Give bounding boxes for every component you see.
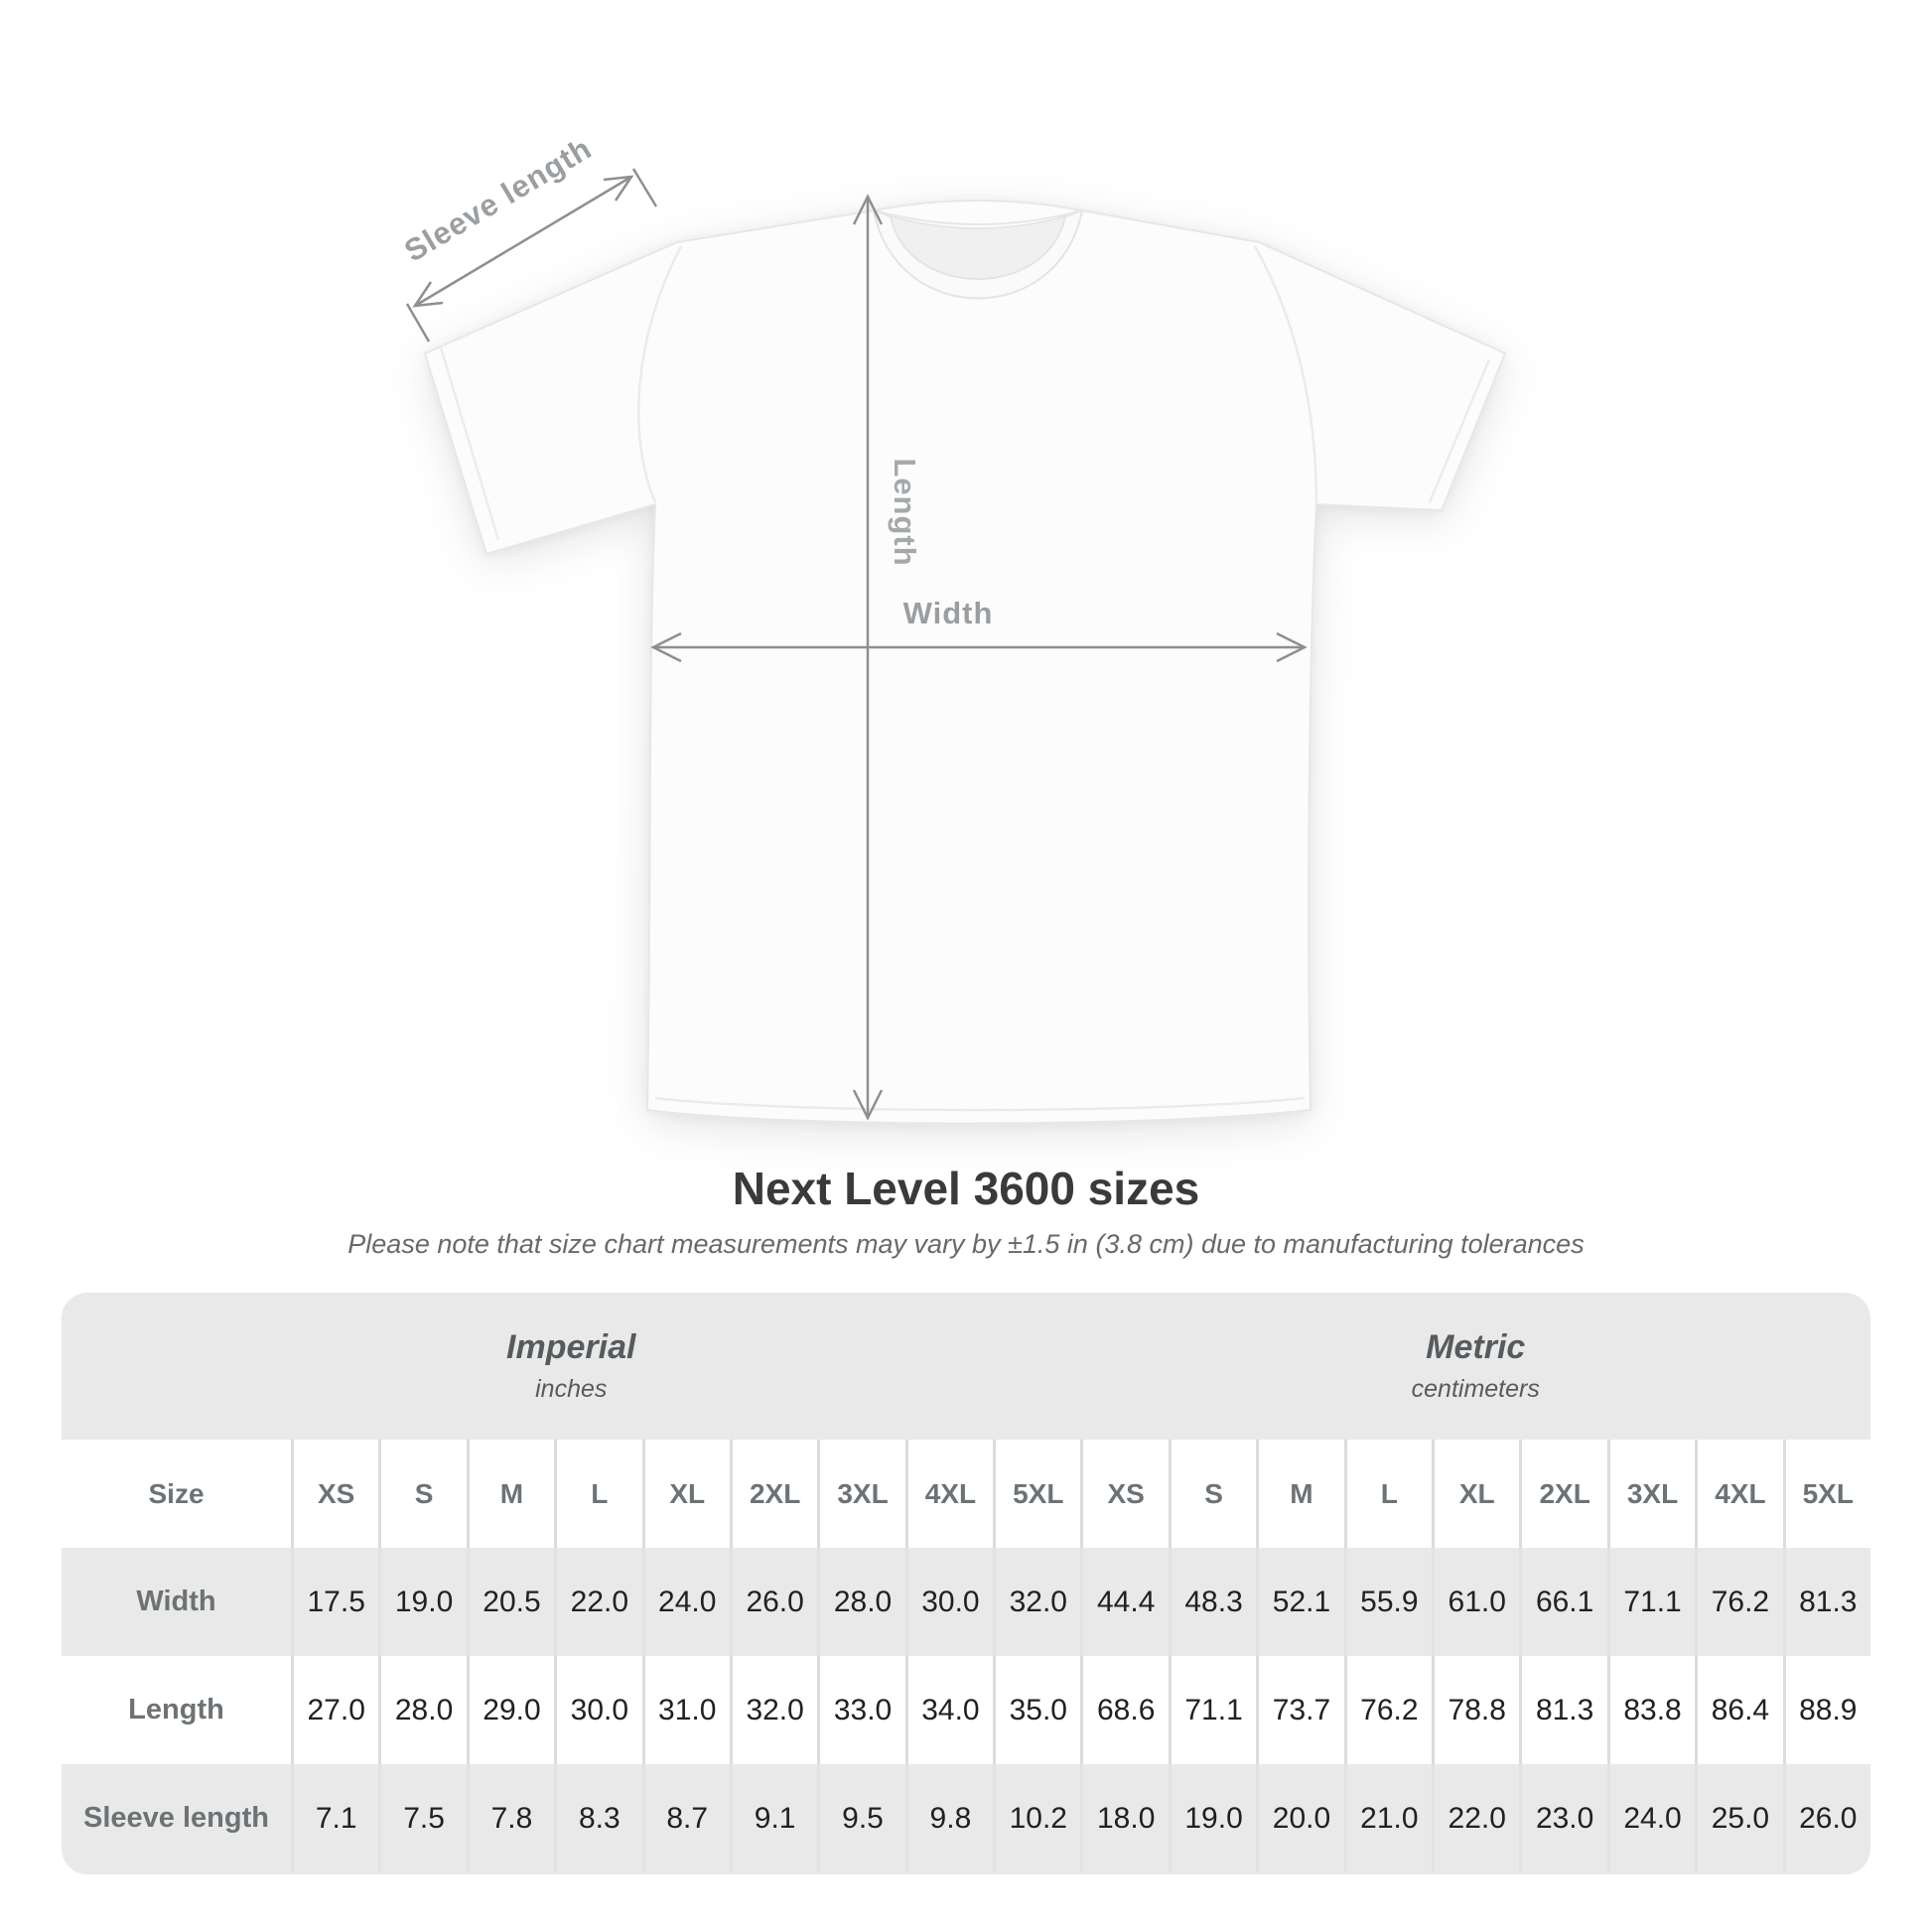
metric-group-title: Metric	[1426, 1328, 1526, 1366]
measurement-cell: 68.6	[1080, 1656, 1168, 1764]
measurement-cell: 55.9	[1344, 1548, 1432, 1656]
size-header-cell: 5XL	[1783, 1440, 1870, 1548]
measurement-cell: 28.0	[817, 1548, 904, 1656]
size-header-cell: XS	[1080, 1440, 1168, 1548]
size-header-cell: 4XL	[905, 1440, 993, 1548]
page-subtitle: Please note that size chart measurements may vary by ±1.5 in (3.8 cm) due to manufacturing tolerances	[347, 1229, 1585, 1259]
measurement-cell: 7.1	[291, 1764, 378, 1872]
measurement-cell: 26.0	[1783, 1764, 1870, 1872]
size-header-cell: M	[1256, 1440, 1343, 1548]
measurement-cell: 19.0	[378, 1548, 466, 1656]
measurement-cell: 76.2	[1695, 1548, 1782, 1656]
width-label: Width	[902, 596, 994, 630]
measurement-cell: 20.0	[1256, 1764, 1343, 1872]
size-header-cell: S	[378, 1440, 466, 1548]
measurement-cell: 28.0	[378, 1656, 466, 1764]
size-header-cell: XL	[642, 1440, 730, 1548]
measurement-cell: 66.1	[1519, 1548, 1606, 1656]
size-column-header: Size	[62, 1440, 291, 1548]
unit-group-headers	[62, 1293, 1870, 1440]
imperial-group-header	[62, 1328, 1081, 1404]
size-header-cell: XS	[291, 1440, 378, 1548]
row-label: Width	[136, 1586, 216, 1617]
measurement-cell: 9.8	[905, 1764, 993, 1872]
measurement-cell: 32.0	[993, 1548, 1080, 1656]
measurement-cell: 23.0	[1519, 1764, 1606, 1872]
measurement-cell: 25.0	[1695, 1764, 1782, 1872]
measurement-cell: 32.0	[730, 1656, 817, 1764]
measurement-cell: 33.0	[817, 1656, 904, 1764]
tshirt-body	[425, 201, 1505, 1124]
measurement-cell: 19.0	[1169, 1764, 1256, 1872]
measurement-cell: 34.0	[905, 1656, 993, 1764]
sleeve-length-label: Sleeve length	[398, 130, 599, 269]
measurement-cell: 9.1	[730, 1764, 817, 1872]
imperial-group-unit: inches	[535, 1375, 608, 1403]
measurement-cell: 81.3	[1519, 1656, 1606, 1764]
size-header-cell: 4XL	[1695, 1440, 1782, 1548]
metric-group-unit: centimeters	[1411, 1375, 1540, 1403]
measurement-cell: 35.0	[993, 1656, 1080, 1764]
measurement-cell: 48.3	[1169, 1548, 1256, 1656]
metric-group-header	[1081, 1328, 1871, 1404]
measurement-cell: 30.0	[554, 1656, 641, 1764]
size-header-cell: S	[1169, 1440, 1256, 1548]
measurement-cell: 22.0	[554, 1548, 641, 1656]
measurement-cell: 71.1	[1607, 1548, 1695, 1656]
measurement-cell: 17.5	[291, 1548, 378, 1656]
measurement-cell: 71.1	[1169, 1656, 1256, 1764]
measurement-cell: 8.3	[554, 1764, 641, 1872]
measurement-cell: 9.5	[817, 1764, 904, 1872]
measurement-cell: 61.0	[1432, 1548, 1519, 1656]
measurement-cell: 7.5	[378, 1764, 466, 1872]
measurement-cell: 10.2	[993, 1764, 1080, 1872]
measurement-cell: 27.0	[291, 1656, 378, 1764]
size-header-cell: 2XL	[1519, 1440, 1606, 1548]
measurement-cell: 52.1	[1256, 1548, 1343, 1656]
size-header-cell: 3XL	[817, 1440, 904, 1548]
page-title: Next Level 3600 sizes	[732, 1163, 1200, 1214]
measurement-cell: 22.0	[1432, 1764, 1519, 1872]
length-label: Length	[888, 458, 922, 567]
size-header-cell: M	[467, 1440, 554, 1548]
measurement-cell: 7.8	[467, 1764, 554, 1872]
size-header-cell: L	[554, 1440, 641, 1548]
size-grid	[62, 1440, 1870, 1872]
measurement-cell: 29.0	[467, 1656, 554, 1764]
size-header-cell: XL	[1432, 1440, 1519, 1548]
measurement-cell: 26.0	[730, 1548, 817, 1656]
measurement-cell: 44.4	[1080, 1548, 1168, 1656]
size-header-cell: 2XL	[730, 1440, 817, 1548]
title-block	[0, 1164, 1932, 1260]
tshirt-illustration	[425, 201, 1505, 1124]
measurement-cell: 8.7	[642, 1764, 730, 1872]
measurement-cell: 73.7	[1256, 1656, 1343, 1764]
measurement-cell: 18.0	[1080, 1764, 1168, 1872]
measurement-cell: 86.4	[1695, 1656, 1782, 1764]
measurement-cell: 24.0	[642, 1548, 730, 1656]
row-label: Sleeve length	[83, 1802, 269, 1834]
size-header-cell: 5XL	[993, 1440, 1080, 1548]
measurement-cell: 88.9	[1783, 1656, 1870, 1764]
measurement-cell: 81.3	[1783, 1548, 1870, 1656]
imperial-group-title: Imperial	[506, 1328, 636, 1366]
measurement-cell: 21.0	[1344, 1764, 1432, 1872]
measurement-cell: 83.8	[1607, 1656, 1695, 1764]
measurement-cell: 78.8	[1432, 1656, 1519, 1764]
size-chart-table	[62, 1293, 1870, 1874]
row-label: Length	[62, 1656, 291, 1764]
measurement-cell: 20.5	[467, 1548, 554, 1656]
size-header-cell: L	[1344, 1440, 1432, 1548]
measurement-cell: 24.0	[1607, 1764, 1695, 1872]
measurement-cell: 31.0	[642, 1656, 730, 1764]
measurement-cell: 30.0	[905, 1548, 993, 1656]
measurement-cell: 76.2	[1344, 1656, 1432, 1764]
size-header-cell: 3XL	[1607, 1440, 1695, 1548]
